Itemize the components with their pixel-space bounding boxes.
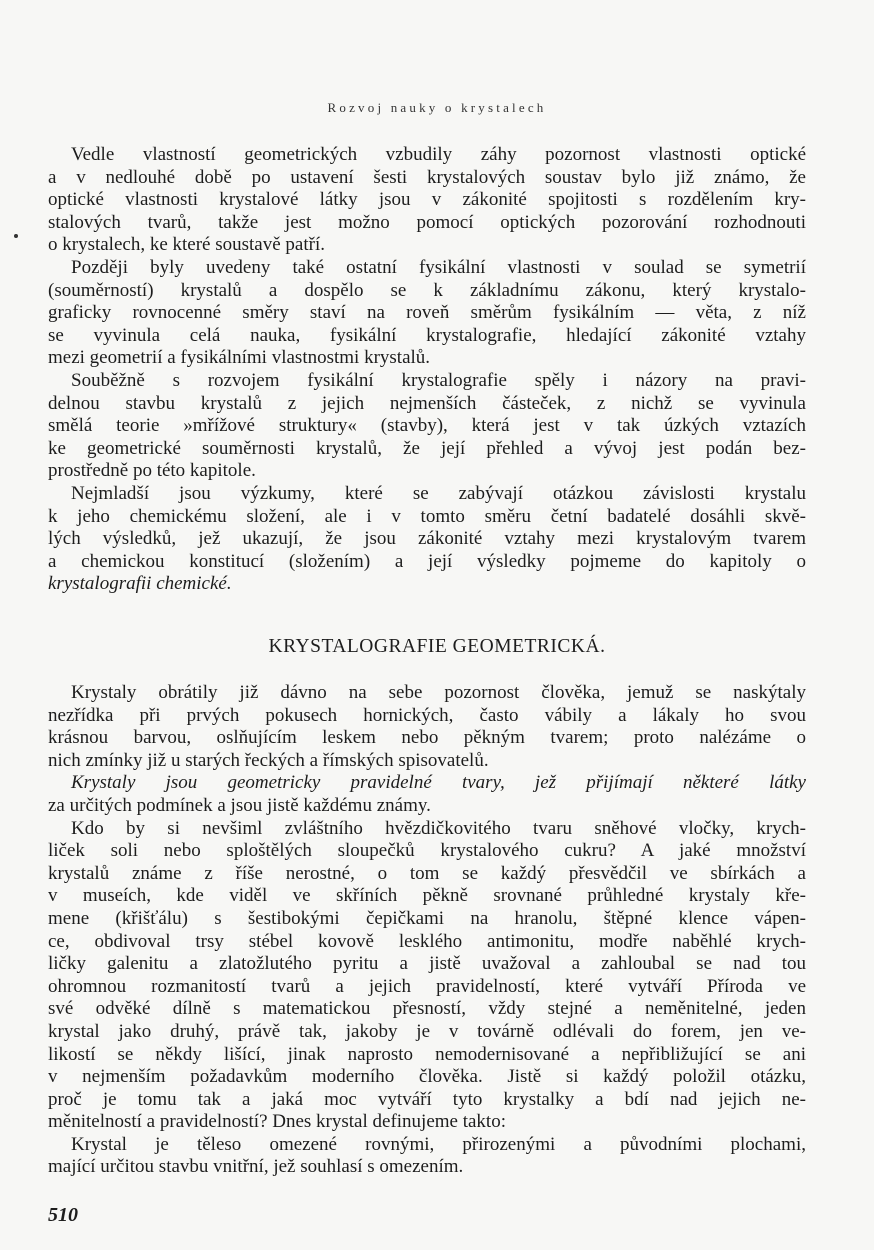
text-line: Nejmladší jsou výzkumy, které se zabývají otázkou závislosti krystalu: [71, 482, 806, 504]
text-line: prostředně po této kapitole.: [48, 460, 256, 482]
text-line: liček soli nebo sploštělých sloupečků krystalového cukru? A jaké množství: [48, 840, 806, 862]
text-line: mající určitou stavbu vnitřní, jež souhlasí s omezením.: [48, 1156, 464, 1178]
body-section-1: [48, 144, 806, 596]
text-line: ohromnou rozmanitostí tvarů a jejich pravidelností, které vytváří Příroda ve: [48, 975, 806, 997]
text-line: o krystalech, ke které soustavě patří.: [48, 234, 325, 256]
text-line: Krystaly jsou geometricky pravidelné tvary, jež přijímají některé látky: [71, 772, 806, 794]
text-line: se vyvinula celá nauka, fysikální krystalografie, hledající zákonité vztahy: [48, 324, 806, 346]
text-line: smělá teorie »mřížové struktury« (stavby), která jest v tak úzkých vztazích: [48, 415, 806, 437]
text-line: za určitých podmínek a jsou jistě každému známy.: [48, 794, 431, 816]
text-line: měnitelností a pravidelností? Dnes krystal definujeme takto:: [48, 1111, 506, 1133]
text-line: své odvěké dílně s matematickou přesností, vždy stejné a neměnitelné, jeden: [48, 998, 806, 1020]
text-line: nezřídka při prvých pokusech hornických, často vábily a lákaly ho svou: [48, 704, 806, 726]
text-line: v museích, kde viděl ve skříních pěkně srovnané průhledné krystaly kře-: [48, 885, 806, 907]
text-line: krystalografii chemické.: [48, 573, 232, 595]
section-heading: KRYSTALOGRAFIE GEOMETRICKÁ.: [268, 636, 606, 657]
paragraph-6: [48, 772, 806, 817]
text-line: mene (křišťálu) s šestibokými čepičkami na hranolu, štěpné klence vápen-: [48, 907, 806, 929]
text-line: a chemickou konstitucí (složením) a její výsledky pojmeme do kapitoly o: [48, 550, 806, 572]
text-line: proč je tomu tak a jaká moc vytváří tyto krystalky a bdí nad jejich ne-: [48, 1088, 806, 1110]
text-line: Později byly uvedeny také ostatní fysikální vlastnosti v soulad se symetrií: [71, 256, 806, 278]
text-line: k jeho chemickému složení, ale i v tomto směru četní badatelé dosáhli skvě-: [48, 505, 806, 527]
text-line: mezi geometrií a fysikálními vlastnostmi krystalů.: [48, 347, 431, 369]
margin-mark: [14, 234, 18, 238]
text-line: likostí se někdy lišící, jinak naprosto nemodernisované a nepřibližující se ani: [48, 1043, 806, 1065]
text-line: delnou stavbu krystalů z jejich nejmenších částeček, z nichž se vyvinula: [48, 392, 806, 414]
text-line: (souměrností) krystalů a dospělo se k základnímu zákonu, který krystalo-: [48, 279, 806, 301]
text-line: ličky galenitu a zlatožlutého pyritu a jistě uvažoval a zahloubal se nad tou: [48, 953, 806, 975]
paragraph-5: [48, 682, 806, 772]
text-line: Vedle vlastností geometrických vzbudily záhy pozornost vlastnosti optické: [71, 144, 806, 165]
paragraph-4: [48, 483, 806, 596]
text-line: Souběžně s rozvojem fysikální krystalografie spěly i názory na pravi-: [71, 369, 806, 391]
text-line: Krystal je těleso omezené rovnými, přirozenými a původními plochami,: [71, 1133, 806, 1155]
text-line: v nejmenším požadavkům moderního člověka. Jistě si každý položil otázku,: [48, 1066, 806, 1088]
text-line: stalových tvarů, takže jest možno pomocí optických pozorování rozhodnouti: [48, 211, 806, 233]
text-line: ke geometrické souměrnosti krystalů, že její přehled a vývoj jest podán bez-: [48, 437, 806, 459]
paragraph-2: [48, 257, 806, 370]
paragraph-3: [48, 370, 806, 483]
paragraph-1: [48, 144, 806, 257]
page-number: 510: [48, 1204, 78, 1226]
text-line: krásnou barvou, oslňujícím leskem nebo pěkným tvarem; proto nalézáme o: [48, 727, 806, 749]
text-line: krystalů známe z říše nerostné, o tom se každý přesvědčil ve sbírkách a: [48, 862, 806, 884]
text-line: optické vlastnosti krystalové látky jsou v zákonité spojitosti s rozdělením kry-: [48, 189, 806, 211]
text-line: a v nedlouhé době po ustavení šesti krystalových soustav bylo již známo, že: [48, 166, 806, 188]
text-line: krystal jako druhý, právě tak, jakoby je v továrně odlévali do forem, jen ve-: [48, 1020, 806, 1042]
text-line: nich zmínky již u starých řeckých a římských spisovatelů.: [48, 749, 489, 771]
text-line: Kdo by si nevšiml zvláštního hvězdičkovitého tvaru sněhové vločky, krych-: [71, 817, 806, 839]
body-section-2: [48, 682, 806, 1179]
running-head: Rozvoj nauky o krystalech: [327, 100, 547, 115]
text-line: Krystaly obrátily již dávno na sebe pozornost člověka, jemuž se naskýtaly: [71, 682, 806, 703]
paragraph-7: [48, 818, 806, 1134]
text-line: lých výsledků, jež ukazují, že jsou zákonité vztahy mezi krystalovým tvarem: [48, 528, 806, 550]
text-line: graficky rovnocenné směry staví na roveň směrům fysikálním — věta, z níž: [48, 302, 806, 324]
paragraph-8: [48, 1134, 806, 1179]
text-line: ce, obdivoval trsy stébel kovově lesklého antimonitu, modře naběhlé krych-: [48, 930, 806, 952]
